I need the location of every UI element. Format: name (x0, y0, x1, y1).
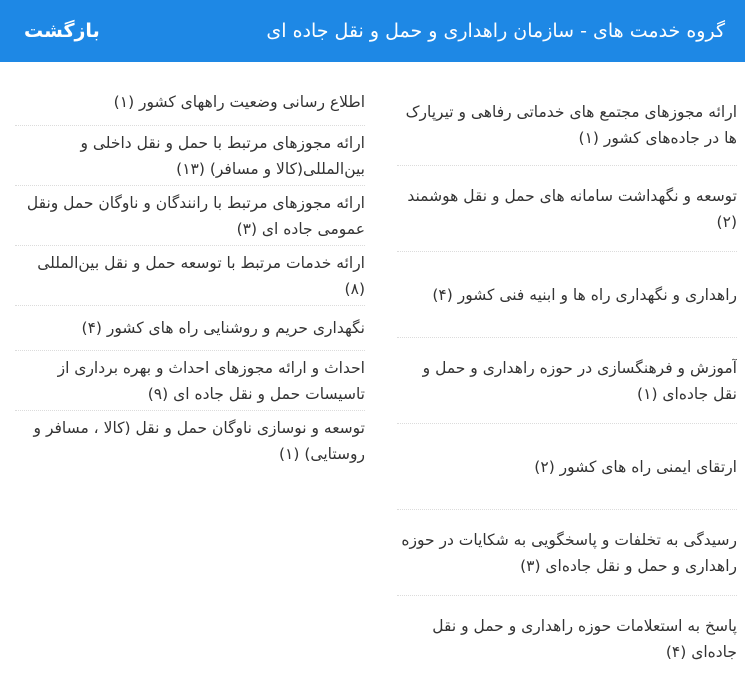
list-item[interactable] (15, 126, 365, 186)
list-item[interactable] (397, 596, 737, 682)
list-item[interactable] (15, 306, 365, 351)
list-item[interactable] (15, 246, 365, 306)
list-item-label: نگهداری حریم و روشنایی راه های کشور (۴) (81, 319, 365, 337)
list-item[interactable] (15, 351, 365, 411)
list-item[interactable] (397, 78, 737, 166)
service-list-right (397, 78, 737, 682)
list-item-label: راهداری و نگهداری راه ها و ابنیه فنی کشور (۴) (432, 285, 737, 304)
page-title: گروه خدمت های - سازمان راهداری و حمل و نقل جاده ای (266, 20, 725, 42)
list-item[interactable] (15, 78, 365, 126)
service-list-left (15, 78, 365, 471)
list-item[interactable] (397, 166, 737, 252)
list-item-label: توسعه و نگهداشت سامانه های حمل و نقل هوشمند (۲) (407, 186, 737, 231)
list-item-label: ارائه خدمات مرتبط با توسعه حمل و نقل بین‌المللی (۸) (37, 253, 365, 298)
list-item[interactable] (15, 186, 365, 246)
list-item-label: ارائه مجوزهای مرتبط با رانندگان و ناوگان حمل ونقل عمومی جاده ای (۳) (26, 193, 365, 238)
list-item[interactable] (397, 338, 737, 424)
list-item[interactable] (397, 252, 737, 338)
list-item-label: آموزش و فرهنگسازی در حوزه راهداری و حمل و نقل جاده‌ای (۱) (422, 358, 737, 403)
list-item-label: اطلاع رسانی وضعیت راههای کشور (۱) (113, 92, 365, 111)
list-item[interactable] (397, 424, 737, 510)
list-item-label: ارائه مجوزهای مجتمع های خدماتی رفاهی و تیرپارک ها در جاده‌های کشور (۱) (405, 102, 737, 147)
list-item[interactable] (15, 411, 365, 471)
back-button[interactable]: بازگشت (24, 20, 100, 42)
service-groups (0, 78, 745, 690)
list-item-label: رسیدگی به تخلفات و پاسخگویی به شکایات در حوزه راهداری و حمل و نقل جاده‌ای (۳) (401, 530, 737, 575)
list-item-label: ارتقای ایمنی راه های کشور (۲) (534, 457, 737, 476)
list-item-label: پاسخ به استعلامات حوزه راهداری و حمل و نقل جاده‌ای (۴) (432, 617, 737, 661)
list-item-label: احداث و ارائه مجوزهای احداث و بهره برداری از تاسیسات حمل و نقل جاده ای (۹) (57, 358, 365, 403)
list-item-label: ارائه مجوزهای مرتبط با حمل و نقل داخلی و بین‌المللی(کالا و مسافر) (۱۳) (80, 133, 365, 178)
list-item-label: توسعه و نوسازی ناوگان حمل و نقل (کالا ، مسافر و روستایی) (۱) (33, 419, 365, 463)
page-header (0, 0, 745, 62)
list-item[interactable] (397, 510, 737, 596)
